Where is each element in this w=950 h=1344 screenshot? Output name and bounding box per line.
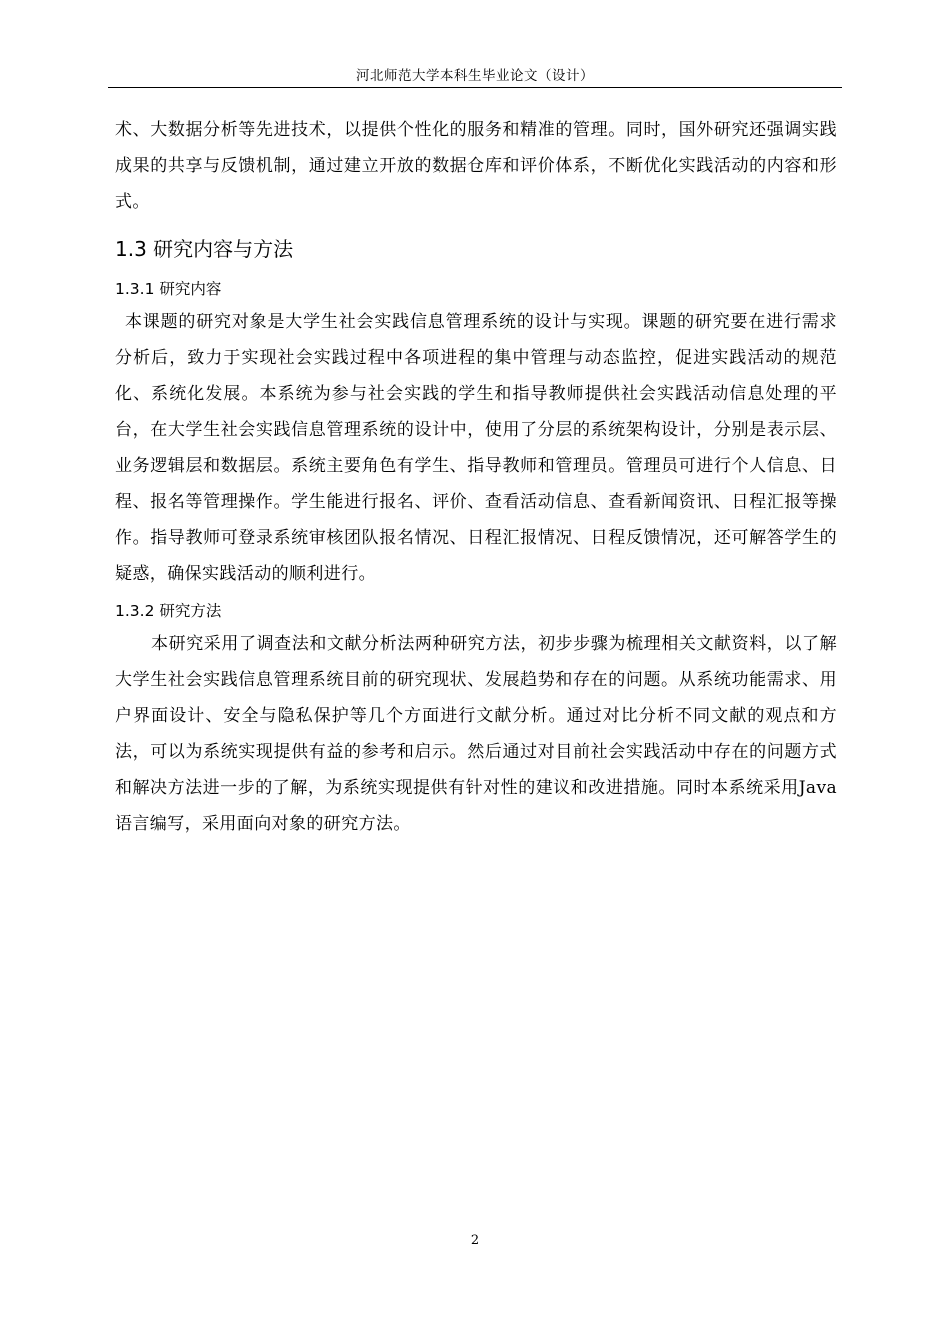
subsection-heading-research-content: 1.3.1 研究内容: [115, 280, 222, 298]
research-content-paragraph: 本课题的研究对象是大学生社会实践信息管理系统的设计与实现。课题的研究要在进行需求分析后，致力于实现社会实践过程中各项进程的集中管理与动态监控，促进实践活动的规范化、系统化发展。本系统为参与社会实践的学生和指导教师提供社会实践活动信息处理的平台，在大学生社会实践信息管理系统的设计中，使用了分层的系统架构设计，分别是表示层、业务逻辑层和数据层。系统主要角色有学生、指导教师和管理员。管理员可进行个人信息、日程、报名等管理操作。学生能进行报名、评价、查看活动信息、查看新闻资讯、日程汇报等操作。指导教师可登录系统审核团队报名情况、日程汇报情况、日程反馈情况，还可解答学生的疑惑，确保实践活动的顺利进行。: [115, 312, 837, 584]
intro-paragraph: 术、大数据分析等先进技术，以提供个性化的服务和精准的管理。同时，国外研究还强调实践成果的共享与反馈机制，通过建立开放的数据仓库和评价体系，不断优化实践活动的内容和形式。: [115, 120, 837, 212]
header-divider: [108, 87, 842, 88]
subsection-heading-research-method: 1.3.2 研究方法: [115, 602, 222, 620]
page-body: [115, 112, 837, 842]
section-heading: 1.3 研究内容与方法: [115, 237, 294, 261]
research-method-paragraph: 本研究采用了调查法和文献分析法两种研究方法，初步步骤为梳理相关文献资料，以了解大学生社会实践信息管理系统目前的研究现状、发展趋势和存在的问题。从系统功能需求、用户界面设计、安全与隐私保护等几个方面进行文献分析。通过对比分析不同文献的观点和方法，可以为系统实现提供有益的参考和启示。然后通过对目前社会实践活动中存在的问题方式和解决方法进一步的了解，为系统实现提供有针对性的建议和改进措施。同时本系统采用Java语言编写，采用面向对象的研究方法。: [115, 634, 837, 834]
page-number: 2: [470, 1233, 480, 1248]
running-header: 河北师范大学本科生毕业论文（设计）: [356, 68, 594, 84]
